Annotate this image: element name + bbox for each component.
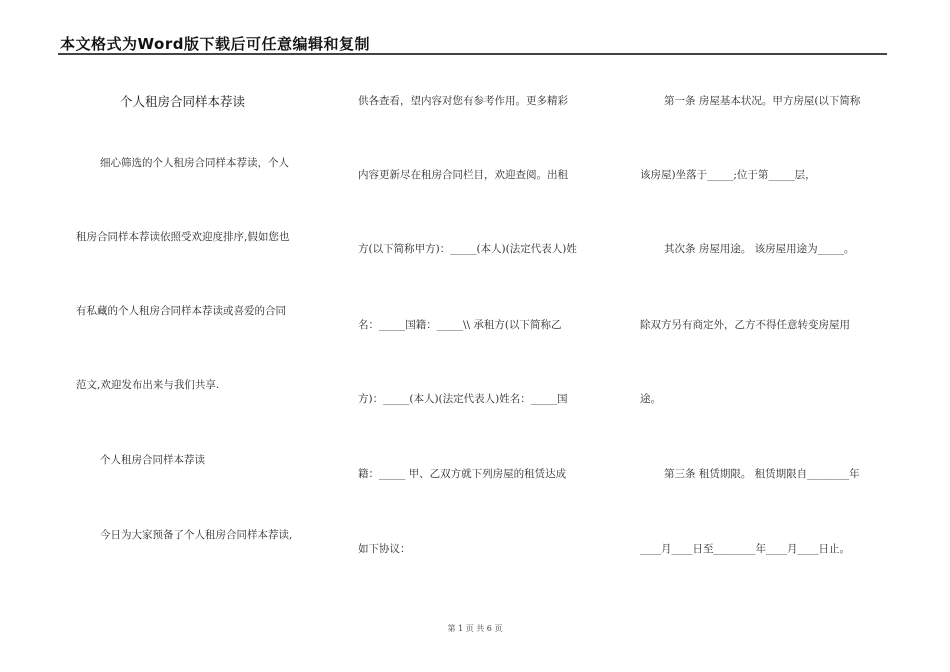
text-column-1: [76, 0, 326, 672]
text-line: 除双方另有商定外，乙方不得任意转变房屋用: [640, 319, 850, 331]
text-line: 方)：_____(本人)(法定代表人)姓名：_____国: [358, 393, 568, 405]
text-line: 个人租房合同样本荐读: [100, 454, 205, 466]
text-line: 细心筛选的个人租房合同样本荐读，个人: [100, 157, 289, 169]
text-line: 今日为大家预备了个人租房合同样本荐读,: [100, 529, 293, 541]
text-column-2: [358, 0, 608, 672]
page-number: 第 1 页 共 6 页: [447, 624, 503, 633]
text-line: 其次条 房屋用途。 该房屋用途为_____。: [664, 243, 855, 255]
text-line: 第一条 房屋基本状况。甲方房屋(以下简称: [664, 95, 861, 107]
text-line: 途。: [640, 393, 661, 405]
text-line: 籍：_____ 甲、乙双方就下列房屋的租赁达成: [358, 468, 567, 480]
text-line: 方(以下简称甲方)：_____(本人)(法定代表人)姓: [358, 243, 577, 255]
text-line: 如下协议：: [358, 543, 411, 555]
text-line: 内容更新尽在租房合同栏目，欢迎查阅。出租: [358, 169, 568, 181]
text-line: 名：_____国籍：_____\\ 承租方(以下简称乙: [358, 319, 562, 331]
text-column-3: [640, 0, 890, 672]
text-line: 该房屋)坐落于_____;位于第_____层，: [640, 169, 816, 181]
text-line: 供各查看，望内容对您有参考作用。更多精彩: [358, 95, 568, 107]
text-line: 有私藏的个人租房合同样本荐读或喜爱的合同: [76, 305, 286, 317]
text-line: 租房合同样本荐读依照受欢迎度排序,假如您也: [76, 231, 290, 243]
text-line: ____月____日至________年____月____日止。: [640, 543, 850, 555]
document-heading: 个人租房合同样本荐读: [120, 94, 246, 109]
text-line: 第三条 租赁期限。 租赁期限自________年: [664, 468, 860, 480]
page-header-title: 本文格式为Word版下载后可任意编辑和复制: [60, 35, 370, 53]
text-line: 范文,欢迎发布出来与我们共享.: [76, 379, 220, 391]
